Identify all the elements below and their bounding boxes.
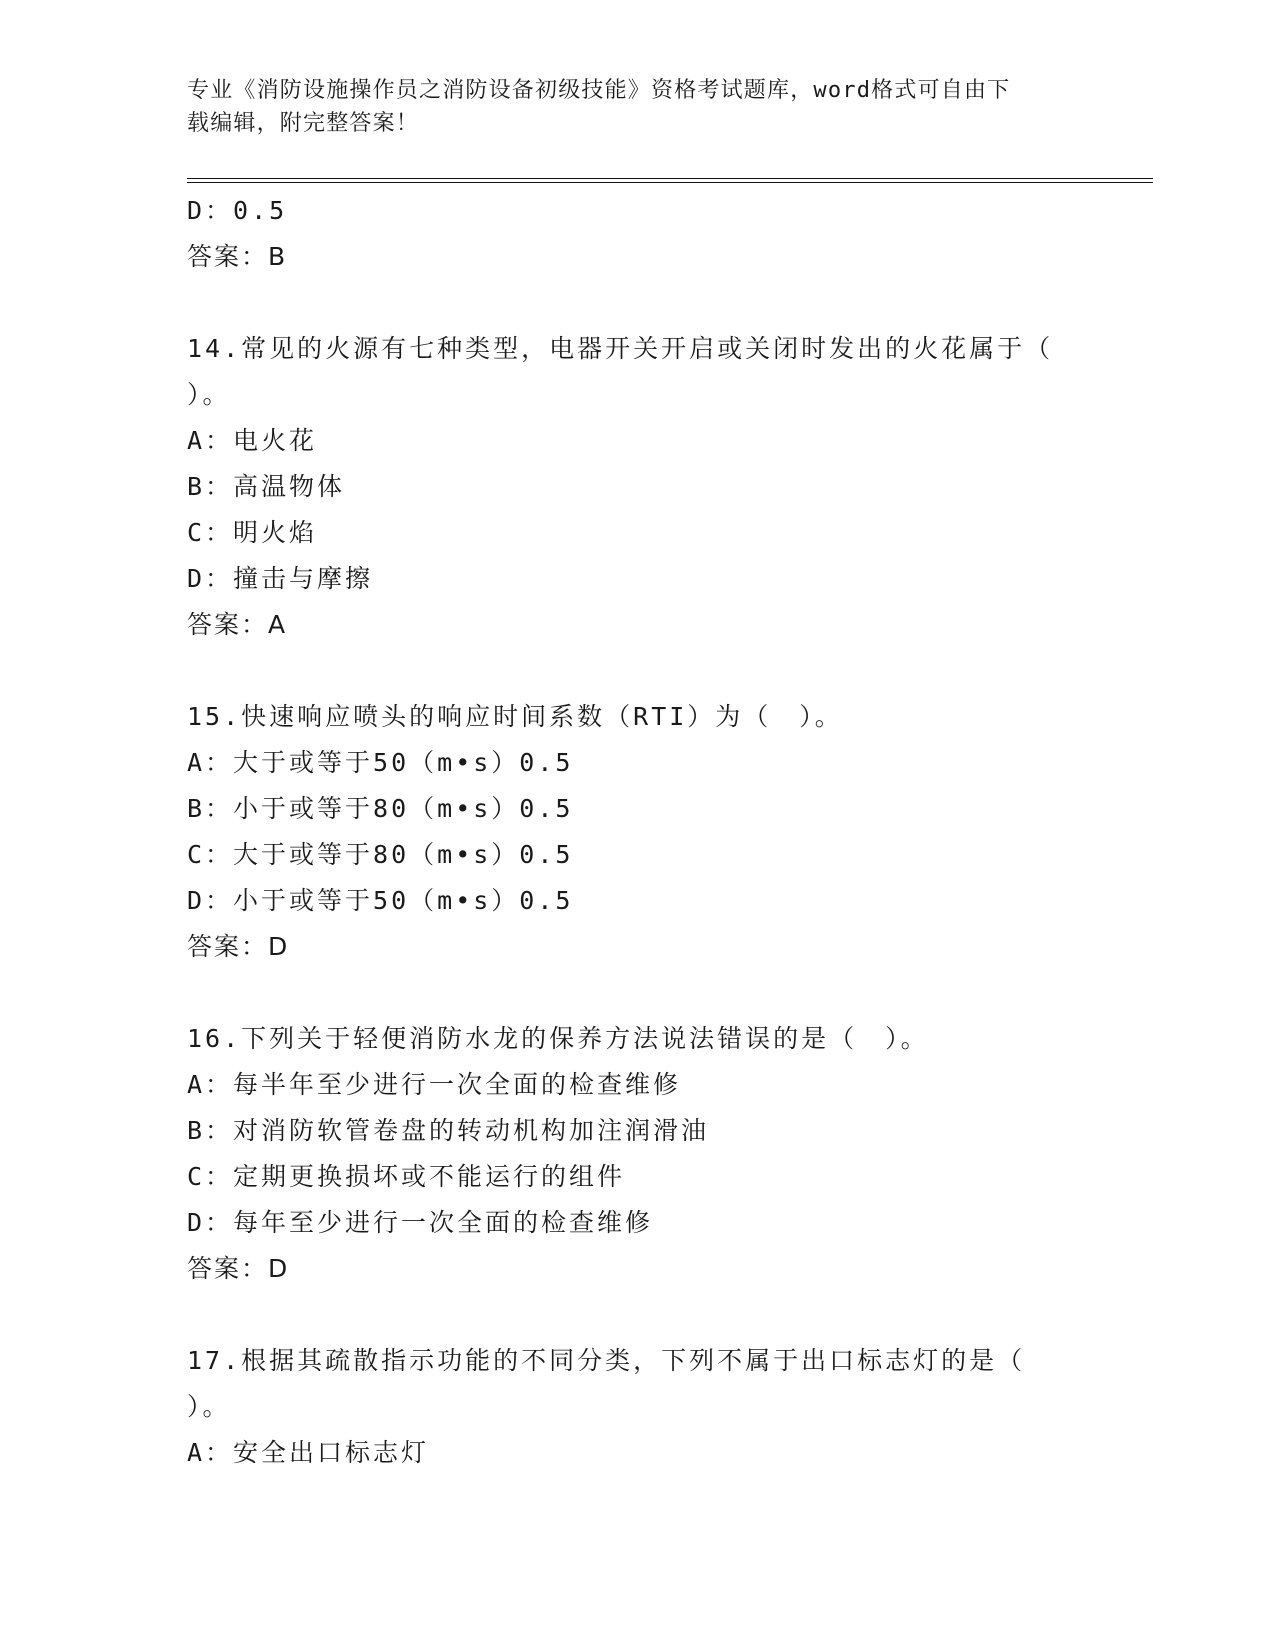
question-stem: 16.下列关于轻便消防水龙的保养方法说法错误的是（ ）。: [187, 1024, 929, 1053]
answer-text: 答案：A: [187, 610, 288, 639]
option-a: A：安全出口标志灯: [187, 1438, 430, 1467]
option-b: B：高温物体: [187, 472, 346, 501]
header-line-1: 专业《消防设施操作员之消防设备初级技能》资格考试题库，word格式可自由下: [187, 78, 1011, 103]
question-15: [187, 694, 1087, 970]
header-divider: [187, 178, 1153, 183]
option-c: C：大于或等于80（m•s）0.5: [187, 840, 574, 869]
answer-text: 答案：D: [187, 932, 290, 961]
question-16: [187, 1016, 1087, 1292]
option-d: D：每年至少进行一次全面的检查维修: [187, 1208, 654, 1237]
option-c: C：明火焰: [187, 518, 318, 547]
option-b: B：小于或等于80（m•s）0.5: [187, 794, 574, 823]
question-stem: 14.常见的火源有七种类型，电器开关开启或关闭时发出的火花属于（: [187, 334, 1054, 363]
question-stem: 17.根据其疏散指示功能的不同分类，下列不属于出口标志灯的是（: [187, 1346, 1026, 1375]
question-13-tail: [187, 188, 1087, 280]
question-14: [187, 326, 1087, 648]
option-a: A：电火花: [187, 426, 318, 455]
option-d: D：撞击与摩擦: [187, 564, 374, 593]
option-b: B：对消防软管卷盘的转动机构加注润滑油: [187, 1116, 710, 1145]
option-c: C：定期更换损坏或不能运行的组件: [187, 1162, 626, 1191]
spacer: [187, 280, 1087, 326]
answer-text: 答案：B: [187, 242, 288, 271]
option-a: A：每半年至少进行一次全面的检查维修: [187, 1070, 682, 1099]
question-list: [187, 188, 1087, 1476]
question-stem: 15.快速响应喷头的响应时间系数（RTI）为（ ）。: [187, 702, 843, 731]
question-17: [187, 1338, 1087, 1476]
option-a: A：大于或等于50（m•s）0.5: [187, 748, 574, 777]
option-d: D：小于或等于50（m•s）0.5: [187, 886, 574, 915]
header-line-2: 载编辑，附完整答案！: [187, 111, 420, 136]
page-header: [187, 74, 1067, 140]
spacer: [187, 1292, 1087, 1338]
spacer: [187, 970, 1087, 1016]
spacer: [187, 648, 1087, 694]
answer-text: 答案：D: [187, 1254, 290, 1283]
option-d: D：0.5: [187, 196, 288, 225]
question-stem-continued: ）。: [187, 380, 231, 409]
question-stem-continued: ）。: [187, 1392, 231, 1421]
